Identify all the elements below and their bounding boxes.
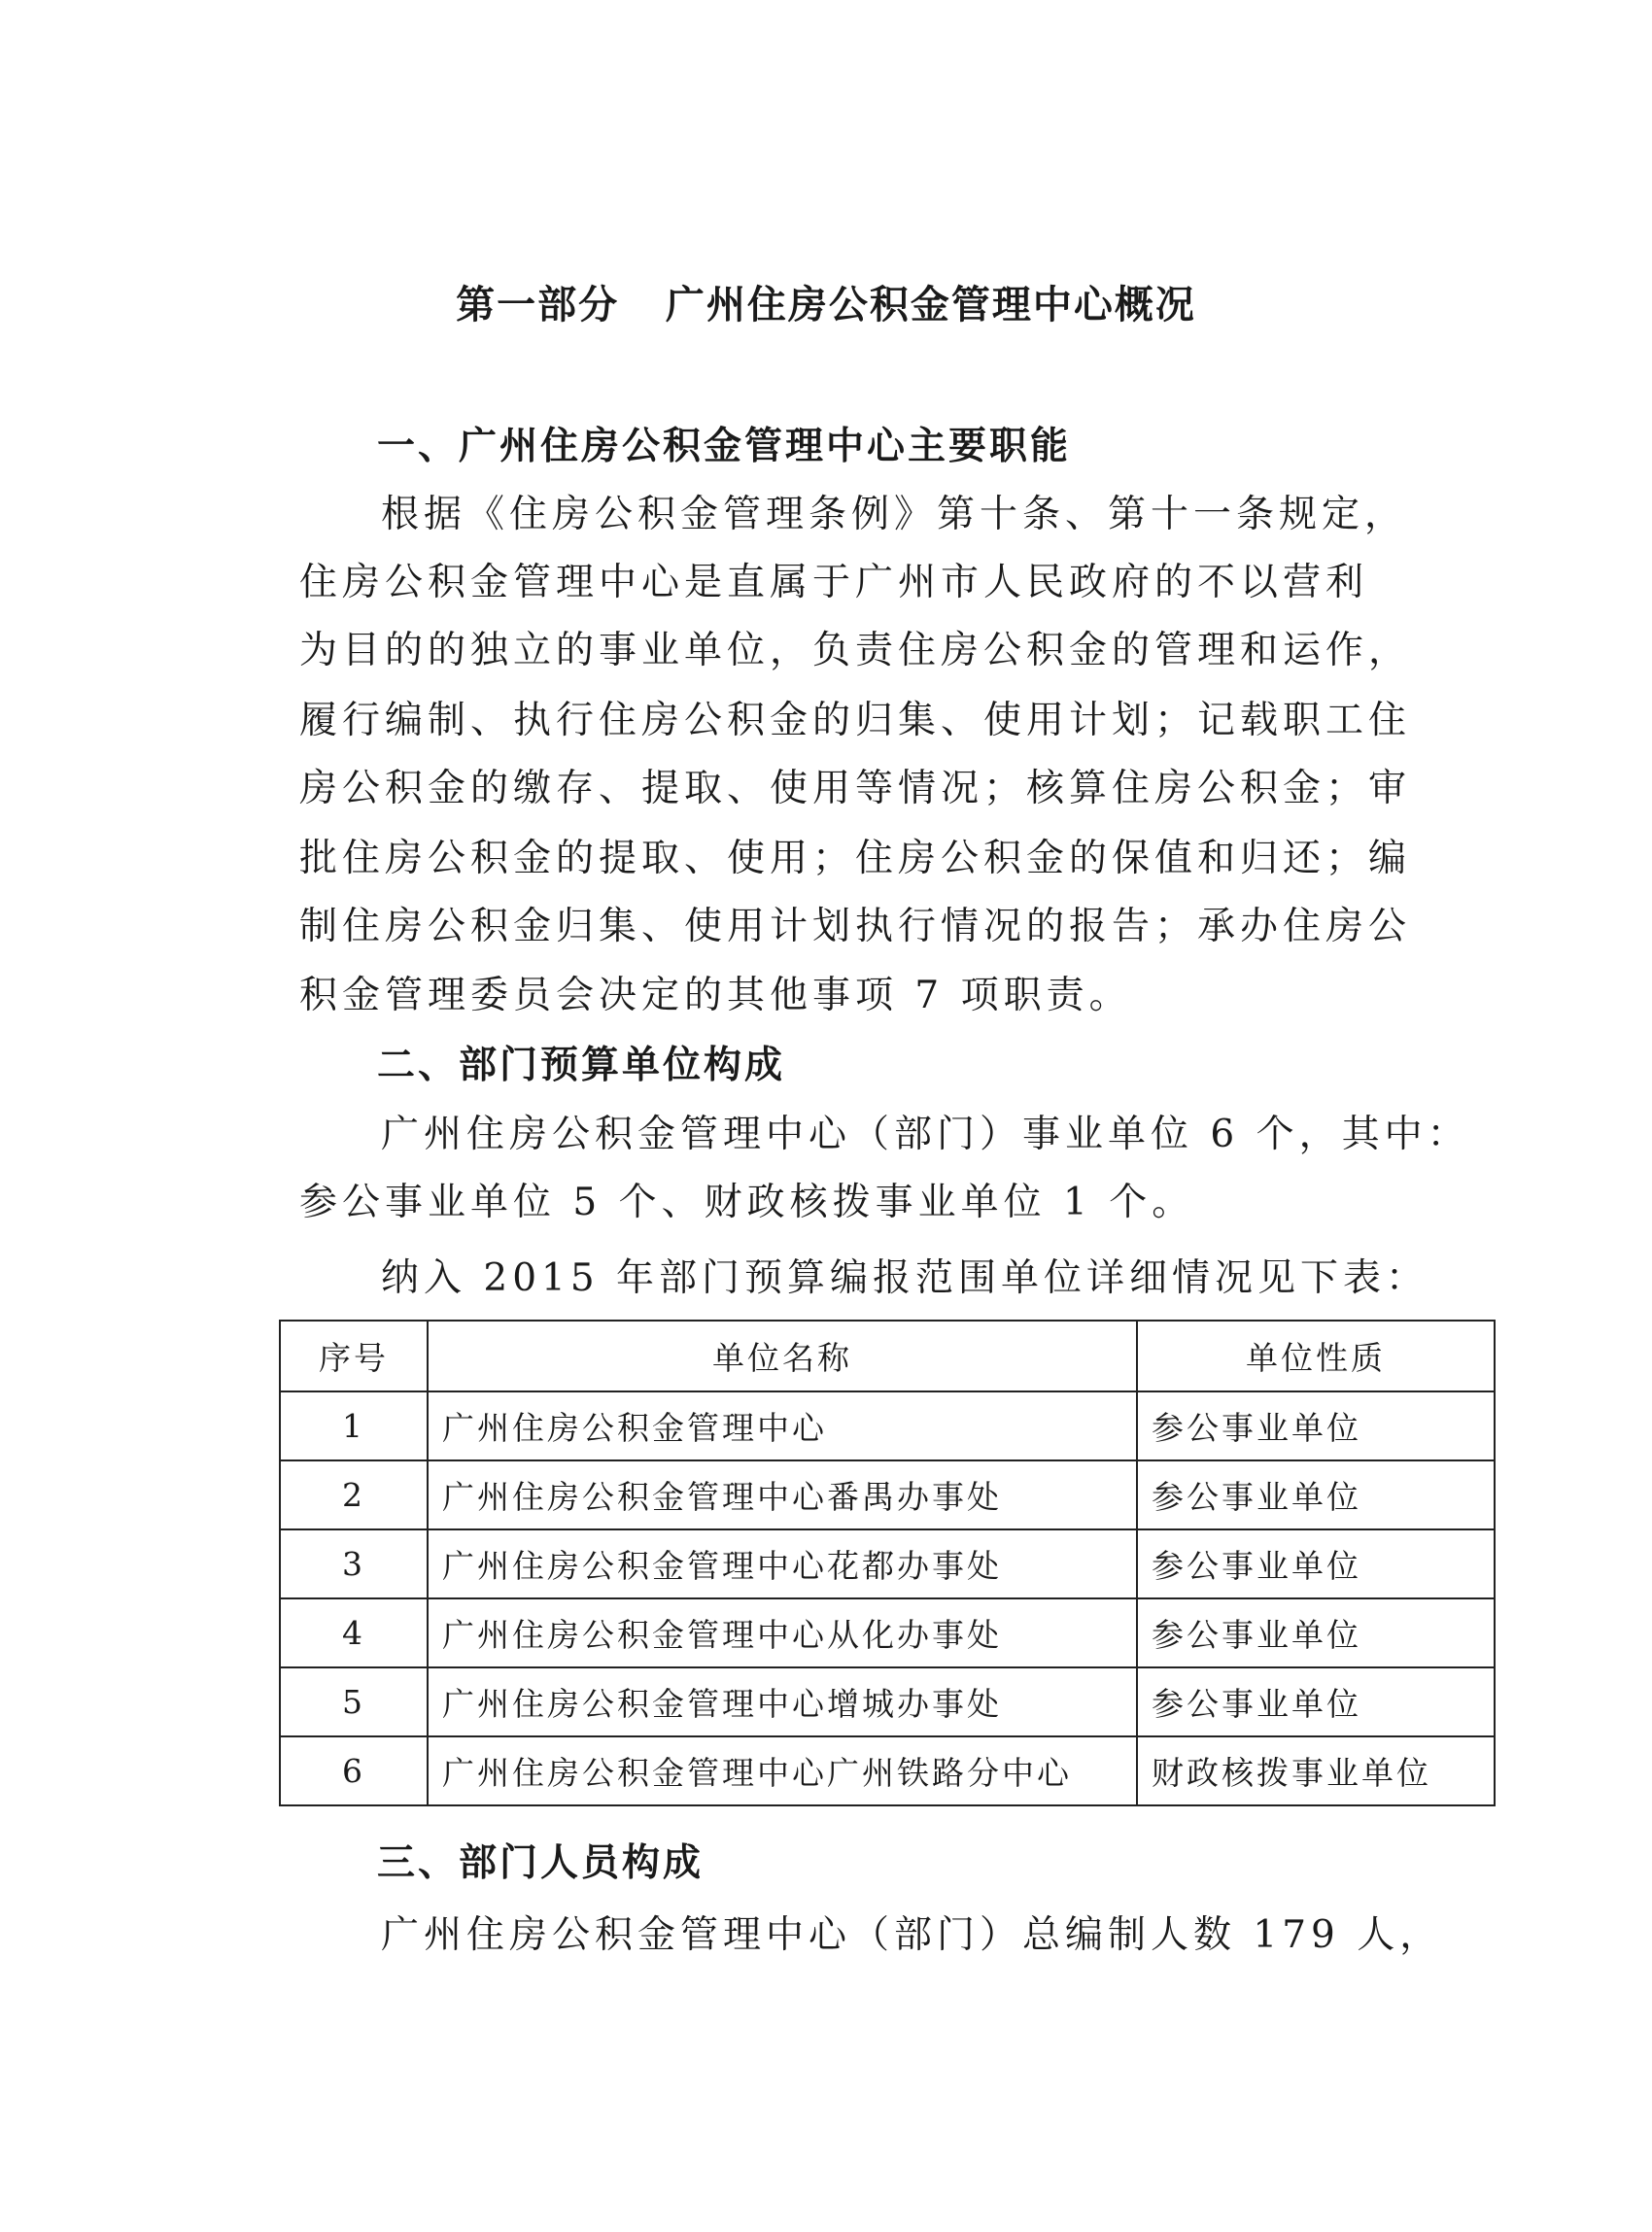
paragraph-line: 纳入 2015 年部门预算编报范围单位详细情况见下表：	[381, 1256, 1429, 1300]
paragraph-line: 制住房公积金归集、使用计划执行情况的报告；承办住房公	[299, 905, 1412, 948]
table-row	[280, 1736, 1495, 1805]
paragraph-line: 履行编制、执行住房公积金的归集、使用计划；记载职工住	[299, 699, 1412, 742]
table-row	[280, 1667, 1495, 1736]
part-title: 第一部分 广州住房公积金管理中心概况	[456, 283, 1196, 327]
table-cell: 广州住房公积金管理中心	[428, 1391, 1137, 1460]
table-header-row	[280, 1321, 1495, 1391]
table-cell: 5	[280, 1667, 428, 1736]
paragraph-line: 积金管理委员会决定的其他事项 7 项职责。	[299, 974, 1132, 1017]
table-cell: 2	[280, 1460, 428, 1529]
table-cell: 财政核拨事业单位	[1137, 1736, 1495, 1805]
table-cell: 1	[280, 1391, 428, 1460]
table-cell: 广州住房公积金管理中心增城办事处	[428, 1667, 1137, 1736]
table-row	[280, 1460, 1495, 1529]
table-cell: 广州住房公积金管理中心花都办事处	[428, 1529, 1137, 1598]
section-heading-functions: 一、广州住房公积金管理中心主要职能	[377, 425, 1072, 468]
section-heading-budget-units: 二、部门预算单位构成	[377, 1044, 786, 1087]
paragraph-line: 批住房公积金的提取、使用；住房公积金的保值和归还；编	[299, 837, 1412, 880]
table-cell: 广州住房公积金管理中心番禺办事处	[428, 1460, 1137, 1529]
table-row	[280, 1529, 1495, 1598]
paragraph-line: 为目的的独立的事业单位，负责住房公积金的管理和运作，	[299, 629, 1412, 672]
paragraph-line: 广州住房公积金管理中心（部门）总编制人数 179 人，	[381, 1913, 1443, 1957]
table-cell: 广州住房公积金管理中心从化办事处	[428, 1598, 1137, 1667]
table-row	[280, 1391, 1495, 1460]
table-cell: 6	[280, 1736, 428, 1805]
table-cell: 参公事业单位	[1137, 1667, 1495, 1736]
column-header: 单位名称	[428, 1321, 1137, 1391]
table-row	[280, 1598, 1495, 1667]
paragraph-line: 房公积金的缴存、提取、使用等情况；核算住房公积金；审	[299, 767, 1412, 810]
table-cell: 参公事业单位	[1137, 1598, 1495, 1667]
paragraph-line: 根据《住房公积金管理条例》第十条、第十一条规定，	[381, 493, 1408, 536]
table-cell: 4	[280, 1598, 428, 1667]
paragraph-line: 住房公积金管理中心是直属于广州市人民政府的不以营利	[299, 561, 1369, 604]
budget-units-table	[279, 1320, 1496, 1806]
column-header: 序号	[280, 1321, 428, 1391]
paragraph-line: 参公事业单位 5 个、财政核拨事业单位 1 个。	[299, 1181, 1195, 1224]
column-header: 单位性质	[1137, 1321, 1495, 1391]
table-cell: 3	[280, 1529, 428, 1598]
table-cell: 参公事业单位	[1137, 1460, 1495, 1529]
table-cell: 参公事业单位	[1137, 1391, 1495, 1460]
table-cell: 广州住房公积金管理中心广州铁路分中心	[428, 1736, 1137, 1805]
paragraph-line: 广州住房公积金管理中心（部门）事业单位 6 个，其中：	[381, 1113, 1470, 1156]
table-cell: 参公事业单位	[1137, 1529, 1495, 1598]
section-heading-staffing: 三、部门人员构成	[377, 1841, 705, 1885]
